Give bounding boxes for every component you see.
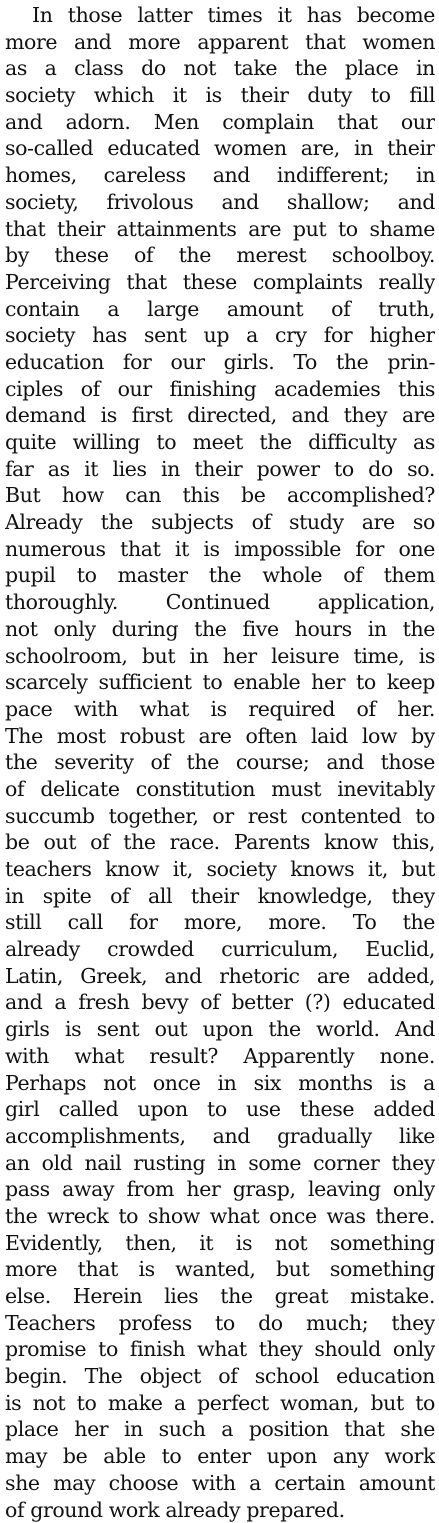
text-line: the wreck to show what once was there. — [5, 1203, 435, 1230]
text-line: schoolroom, but in her leisure time, is — [5, 643, 435, 670]
text-line: society, frivolous and shallow; and — [5, 189, 435, 216]
text-line: in spite of all their knowledge, they — [5, 883, 435, 910]
text-line: may be able to enter upon any work — [5, 1443, 435, 1470]
text-line: so-called educated women are, in their — [5, 135, 435, 162]
text-line: society has sent up a cry for higher — [5, 322, 435, 349]
text-line: Latin, Greek, and rhetoric are added, — [5, 963, 435, 990]
text-line: promise to finish what they should only — [5, 1336, 435, 1363]
text-line: else. Herein lies the great mistake. — [5, 1283, 435, 1310]
text-line: succumb together, or rest contented to — [5, 803, 435, 830]
text-line: Perhaps not once in six months is a — [5, 1070, 435, 1097]
text-line: begin. The object of school education — [5, 1363, 435, 1390]
text-line: pass away from her grasp, leaving only — [5, 1176, 435, 1203]
text-line: that their attainments are put to shame — [5, 216, 435, 243]
text-line: ciples of our finishing academies this — [5, 376, 435, 403]
text-line: already crowded curriculum, Euclid, — [5, 936, 435, 963]
text-line: place her in such a position that she — [5, 1416, 435, 1443]
text-line: still call for more, more. To the — [5, 909, 435, 936]
text-line: more and more apparent that women — [5, 29, 435, 56]
text-line: and adorn. Men complain that our — [5, 109, 435, 136]
text-line: Already the subjects of study are so — [5, 509, 435, 536]
text-line: of delicate constitution must inevitably — [5, 776, 435, 803]
text-line: more that is wanted, but something — [5, 1256, 435, 1283]
text-line: Teachers profess to do much; they — [5, 1310, 435, 1337]
text-line: contain a large amount of truth, — [5, 296, 435, 323]
text-line: pupil to master the whole of them — [5, 562, 435, 589]
text-line: an old nail rusting in some corner they — [5, 1150, 435, 1177]
text-line: But how can this be accomplished? — [5, 482, 435, 509]
text-line: with what result? Apparently none. — [5, 1043, 435, 1070]
text-line: girl called upon to use these added — [5, 1096, 435, 1123]
article-column — [5, 2, 435, 1523]
text-line: as a class do not take the place in — [5, 55, 435, 82]
text-line: The most robust are often laid low by — [5, 723, 435, 750]
text-line: scarcely sufficient to enable her to keep — [5, 669, 435, 696]
text-line: homes, careless and indifferent; in — [5, 162, 435, 189]
text-line: society which it is their duty to fill — [5, 82, 435, 109]
text-line: numerous that it is impossible for one — [5, 536, 435, 563]
text-line: In those latter times it has become — [5, 2, 435, 29]
text-line: education for our girls. To the prin- — [5, 349, 435, 376]
text-line: be out of the race. Parents know this, — [5, 829, 435, 856]
text-line: teachers know it, society knows it, but — [5, 856, 435, 883]
text-line: of ground work already prepared. — [5, 1497, 435, 1523]
text-line: accomplishments, and gradually like — [5, 1123, 435, 1150]
text-line: far as it lies in their power to do so. — [5, 456, 435, 483]
text-line: demand is first directed, and they are — [5, 402, 435, 429]
text-line: not only during the five hours in the — [5, 616, 435, 643]
text-line: thoroughly. Continued application, — [5, 589, 435, 616]
text-line: girls is sent out upon the world. And — [5, 1016, 435, 1043]
text-line: quite willing to meet the difficulty as — [5, 429, 435, 456]
text-line: she may choose with a certain amount — [5, 1470, 435, 1497]
text-line: Perceiving that these complaints really — [5, 269, 435, 296]
text-line: is not to make a perfect woman, but to — [5, 1390, 435, 1417]
text-line: pace with what is required of her. — [5, 696, 435, 723]
text-line: the severity of the course; and those — [5, 749, 435, 776]
text-line: by these of the merest schoolboy. — [5, 242, 435, 269]
text-line: and a fresh bevy of better (?) educated — [5, 989, 435, 1016]
text-line: Evidently, then, it is not something — [5, 1230, 435, 1257]
